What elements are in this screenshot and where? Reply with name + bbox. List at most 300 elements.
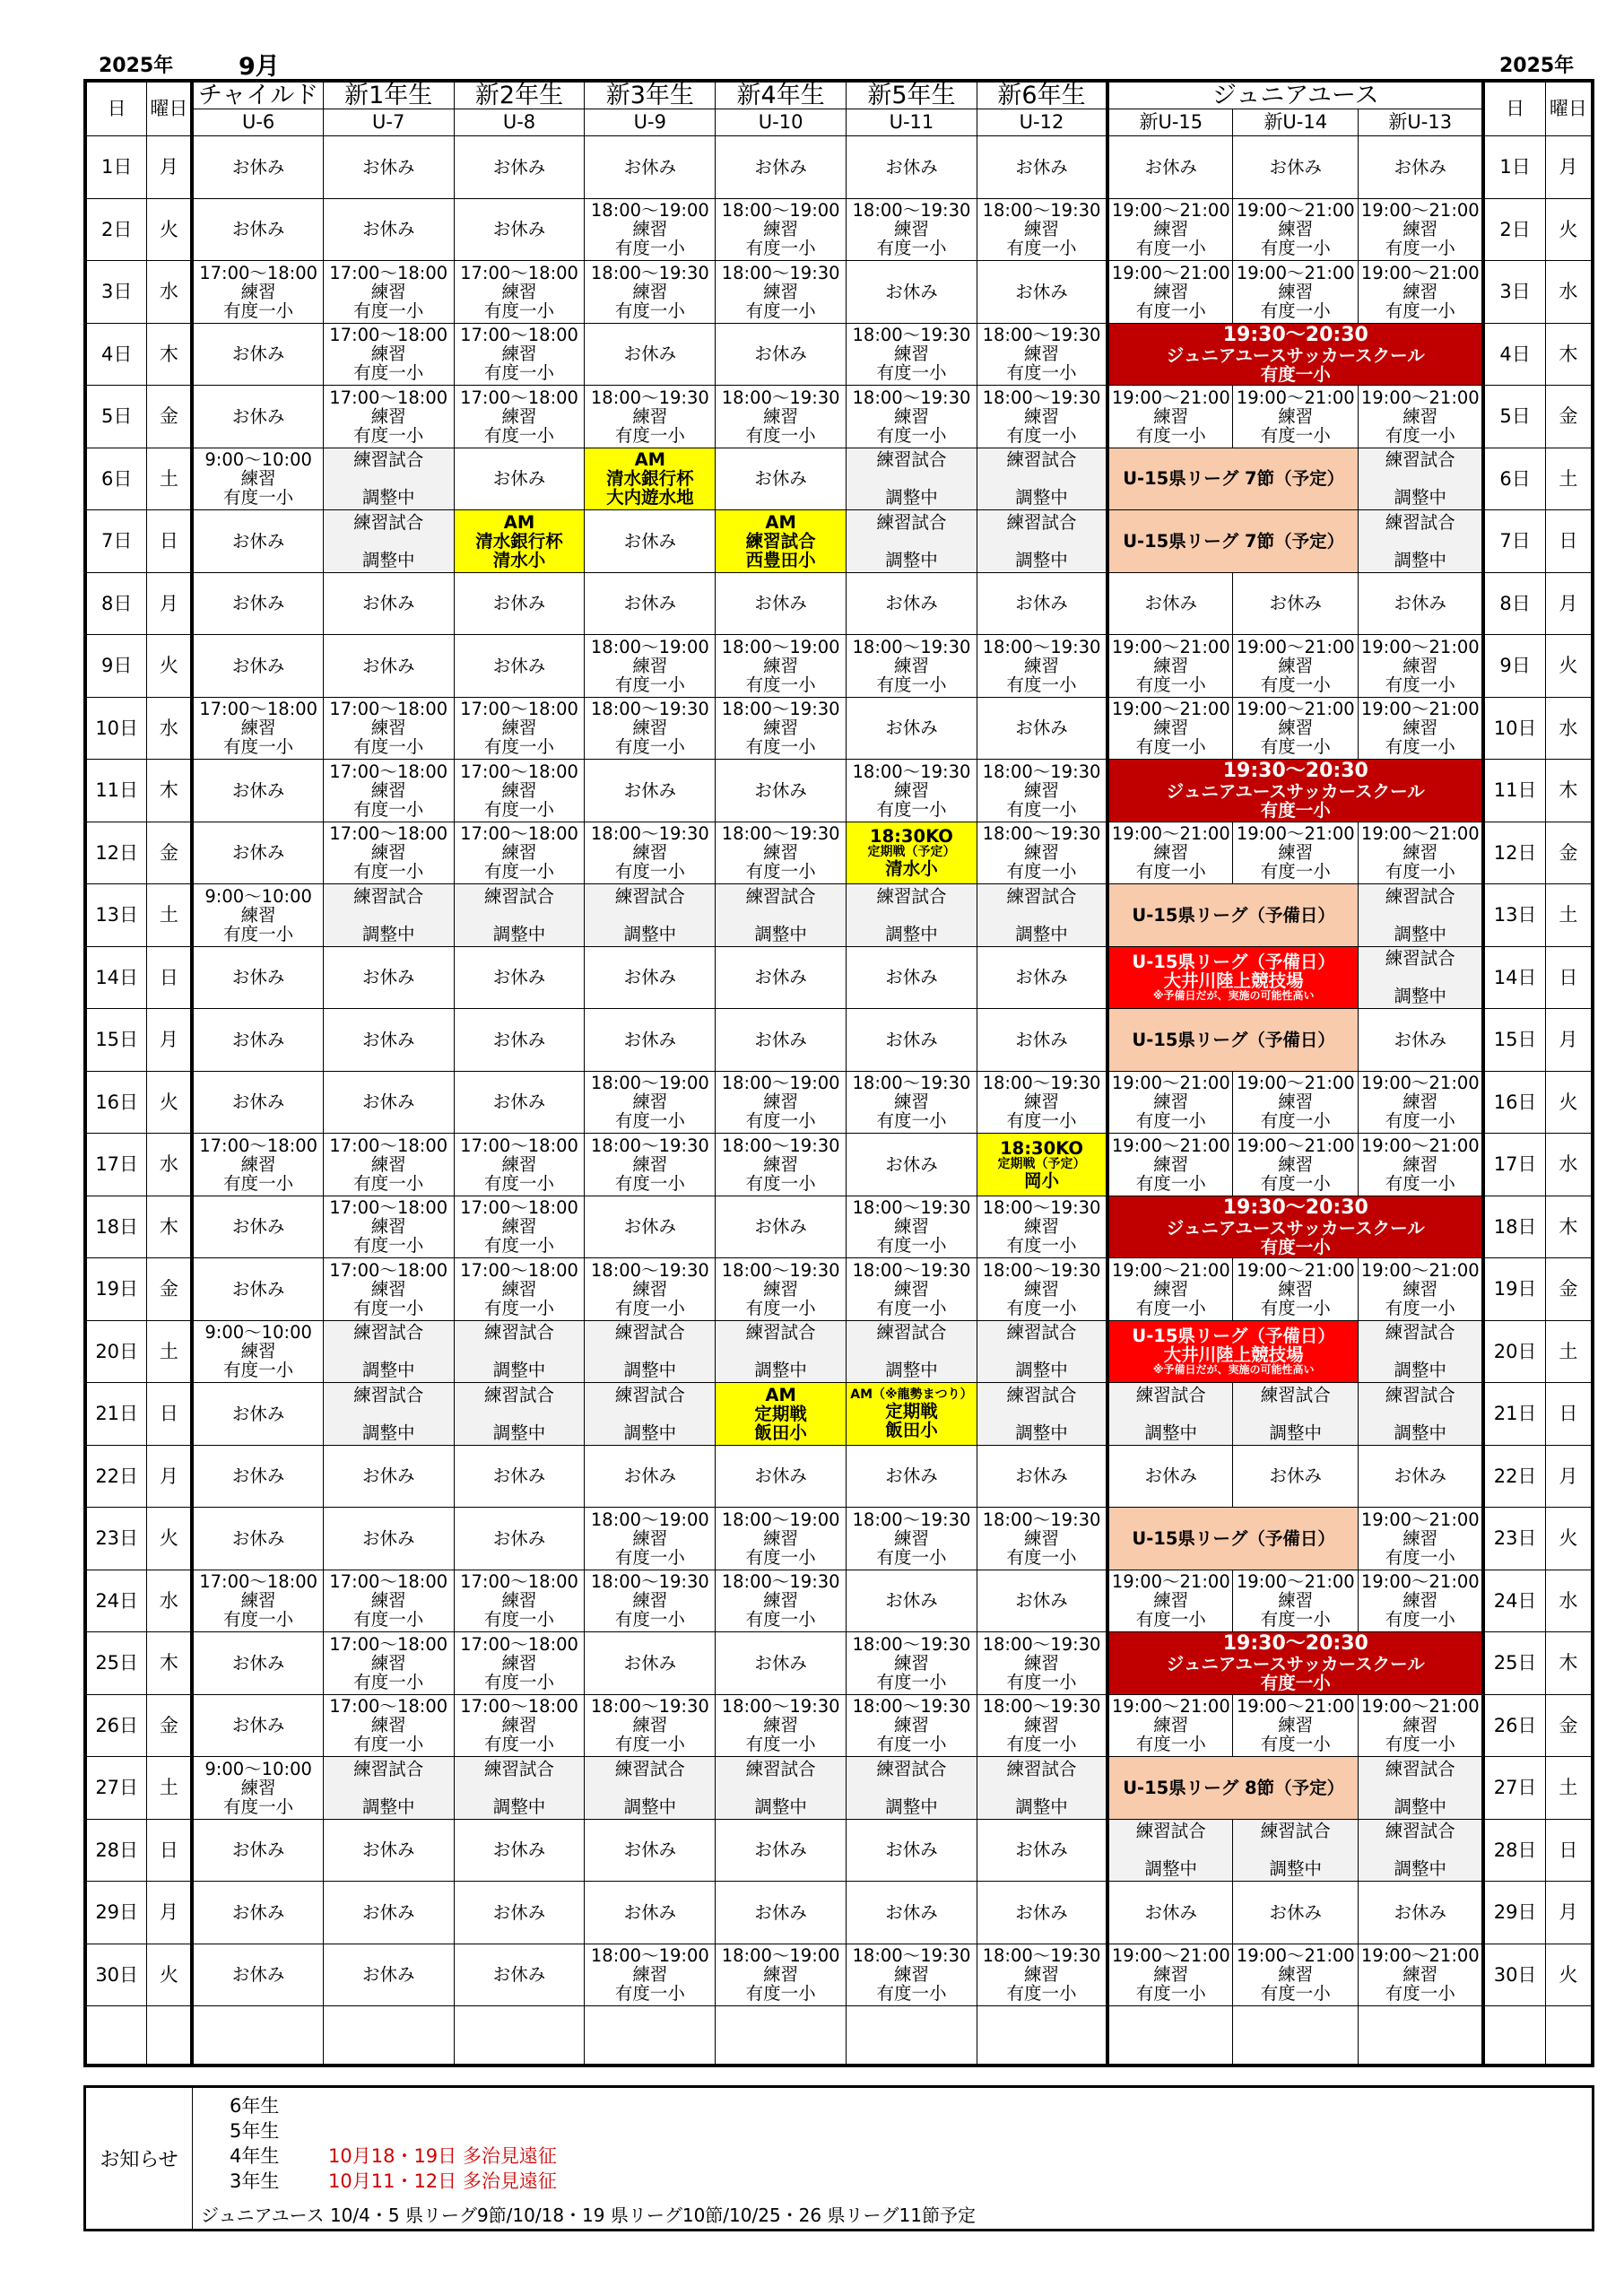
cell-line: お休み [754,1216,807,1238]
empty-cell [1545,2006,1593,2066]
cell-line: 19:00～21:00 [1360,1073,1480,1094]
cell-line: お休み [231,1839,285,1861]
cell-line: お休み [754,156,807,178]
cell-line: 有度一小 [484,1172,555,1194]
cell-line: 有度一小 [1135,1110,1206,1132]
cell-line: AM [634,449,666,471]
cell-line: 有度一小 [484,861,555,883]
weekday-cell: 火 [147,198,193,261]
schedule-cell [977,261,1107,324]
schedule-cell [323,946,454,1009]
cell-line: 有度一小 [1006,1671,1077,1692]
schedule-cell [454,1320,585,1383]
weekday-cell: 金 [147,1694,193,1757]
schedule-cell [585,1819,716,1882]
cell-line: 17:00～18:00 [460,1633,578,1655]
cell-line: 有度一小 [1385,1297,1455,1318]
cell-line: お休み [231,1652,285,1674]
cell-line: 18:00～19:30 [852,1696,971,1718]
cell-line: 19:00～21:00 [1360,823,1480,845]
schedule-cell [1359,261,1484,324]
cell-line: 有度一小 [745,1546,816,1568]
cell-line: 練習 [1278,718,1314,739]
weekday-cell: 木 [147,1196,193,1258]
schedule-cell [323,635,454,698]
cell-line: 有度一小 [1260,736,1331,758]
cell-line: 17:00～18:00 [329,699,448,720]
cell-line: 練習 [370,281,406,302]
table-row [85,1445,1593,1508]
table-row [85,946,1593,1009]
cell-line: 19:00～21:00 [1360,1509,1480,1530]
day-cell: 23日 [85,1508,147,1570]
cell-line: 練習試合 [353,511,424,533]
cell-line [847,1342,977,1361]
day-cell: 7日 [85,510,147,573]
cell-line: 有度一小 [353,861,424,883]
schedule-cell [323,1819,454,1882]
cell-line: 練習 [763,281,799,302]
table-row [85,261,1593,324]
schedule-cell [716,1694,847,1757]
schedule-cell [716,261,847,324]
schedule-cell [1233,1383,1359,1446]
cell-line: 有度一小 [353,1297,424,1318]
cell-line: 練習 [1024,1091,1060,1113]
weekday-cell: 火 [147,1508,193,1570]
schedule-cell [585,1694,716,1757]
cell-line: 18:00～19:00 [590,636,709,657]
cell-line: 調整中 [1015,549,1068,570]
cell-line: 練習 [1278,405,1314,427]
day-cell-right: 5日 [1483,386,1545,448]
schedule-cell [192,323,323,386]
schedule-cell [847,1071,977,1134]
cell-line: 西豊田小 [745,549,816,570]
day-cell-right: 20日 [1483,1320,1545,1383]
cell-line: 9:00～10:00 [204,449,312,471]
weekday-cell-right: 火 [1545,198,1593,261]
cell-line [455,906,585,925]
day-cell: 11日 [85,760,147,822]
cell-line: 練習試合 [1385,1322,1455,1344]
weekday-cell-right: 木 [1545,760,1593,822]
cell-line: 有度一小 [745,424,816,446]
cell-line: 調整中 [361,487,415,509]
cell-line: 調整中 [361,1360,415,1381]
day-cell: 16日 [85,1071,147,1134]
schedule-cell [977,1009,1107,1072]
cell-line: 調整中 [885,923,938,944]
cell-line: 有度一小 [1135,424,1206,446]
cell-line: お休み [754,779,807,801]
schedule-cell [847,1258,977,1321]
day-cell-right: 12日 [1483,822,1545,884]
cell-line: 有度一小 [484,736,555,758]
cell-line: 調整中 [1269,1422,1323,1443]
col-team-name: 新3年生 [585,81,716,109]
cell-line: 練習 [1403,1590,1438,1612]
cell-line: 有度一小 [1385,861,1455,883]
empty-row [85,2006,1593,2066]
cell-line: 練習試合 [876,1322,947,1344]
cell-line: 19:00～21:00 [1236,387,1355,408]
cell-line: 練習 [763,1153,799,1175]
cell-line: 練習試合 [876,511,947,533]
schedule-cell [1107,1570,1233,1632]
day-cell: 20日 [85,1320,147,1383]
cell-line: 17:00～18:00 [460,1197,578,1219]
day-cell: 22日 [85,1445,147,1508]
cell-line: 有度一小 [353,362,424,384]
cell-line: 有度一小 [353,424,424,446]
cell-line: 有度一小 [876,674,947,695]
table-row [85,1320,1593,1383]
cell-line: 19:00～21:00 [1360,1259,1480,1281]
cell-line: 18:00～19:30 [982,823,1101,845]
schedule-cell [192,1134,323,1196]
schedule-cell [1233,635,1359,698]
cell-line: 調整中 [1394,549,1447,570]
schedule-cell [454,1632,585,1695]
col-junior-youth: ジュニアユース [1107,81,1483,109]
cell-line: 有度一小 [353,1734,424,1755]
table-row [85,1258,1593,1321]
league-cell: U-15県リーグ（予備日） [1107,1009,1358,1072]
cell-line: 有度一小 [484,300,555,321]
cell-line: 有度一小 [876,1671,947,1692]
table-row [85,1882,1593,1944]
table-row [85,822,1593,884]
cell-line: お休み [754,593,807,614]
cell-line [977,1779,1106,1797]
cell-line: AM [765,1384,796,1405]
jy-school-cell [1107,760,1483,822]
schedule-cell [716,1383,847,1446]
weekday-cell: 土 [147,884,193,947]
cell-line: 調整中 [1015,923,1068,944]
table-row [85,323,1593,386]
cell-line: AM（※龍勢まつり） [850,1387,973,1402]
cell-line: 練習 [1153,1590,1189,1612]
cell-line: 練習 [763,1091,799,1113]
schedule-cell [585,946,716,1009]
schedule-cell [1359,1009,1484,1072]
schedule-cell [716,1445,847,1508]
cell-line: 19:00～21:00 [1236,699,1355,720]
cell-line: 練習試合 [1385,1384,1455,1405]
schedule-cell [977,1632,1107,1695]
cell-line: 17:00～18:00 [460,1259,578,1281]
cell-line: 18:00～19:30 [721,1696,840,1718]
schedule-cell [716,884,847,947]
cell-line: 有度一小 [1260,1983,1331,2005]
cell-line: 練習試合 [876,449,947,471]
cell-line: 19:00～21:00 [1111,823,1230,845]
weekday-cell: 月 [147,1009,193,1072]
schedule-cell [192,386,323,448]
cell-line: 18:00～19:30 [852,1259,971,1281]
schedule-cell [585,822,716,884]
cell-line: 練習 [893,1527,929,1549]
cell-line: 有度一小 [876,1110,947,1132]
cell-line: お休み [231,530,285,552]
cell-line: 18:00～19:30 [590,699,709,720]
cell-line: 19:00～21:00 [1111,636,1230,657]
cell-line: 有度一小 [223,1796,294,1817]
schedule-cell [1107,1445,1233,1508]
cell-line: 練習 [1153,1153,1189,1175]
cell-line: 調整中 [1394,487,1447,509]
cell-line: 有度一小 [1260,238,1331,259]
cell-line: 有度一小 [1385,238,1455,259]
cell-line: 練習試合 [876,885,947,907]
cell-line: 練習 [1024,1216,1060,1238]
schedule-cell [716,136,847,199]
schedule-cell [192,1757,323,1820]
jy-school-cell [1107,1196,1483,1258]
cell-line: 練習 [501,842,537,864]
schedule-cell [977,198,1107,261]
cell-line: 有度一小 [1260,300,1331,321]
schedule-cell [1359,198,1484,261]
weekday-cell: 火 [147,1071,193,1134]
cell-line [585,906,715,925]
cell-line: お休み [623,967,677,988]
cell-line: 19:00～21:00 [1360,1571,1480,1593]
weekday-cell: 木 [147,323,193,386]
cell-line: 有度一小 [745,1983,816,2005]
cell-line [977,1405,1106,1423]
cell-line: 有度一小 [1135,736,1206,758]
cell-line: お休み [623,530,677,552]
cell-line: 練習 [1403,655,1438,676]
cell-line: 9:00～10:00 [204,1758,312,1779]
cell-line: 練習 [1024,344,1060,365]
cell-line: 練習試合 [614,885,685,907]
cell-line [324,1779,454,1797]
schedule-cell [977,136,1107,199]
cell-line: 練習 [1153,655,1189,676]
schedule-cell [1359,946,1484,1009]
cell-line: 有度一小 [484,1235,555,1257]
cell-line: 有度一小 [1260,800,1331,822]
day-cell: 15日 [85,1009,147,1072]
cell-line: 練習 [1024,1964,1060,1986]
cell-line: 18:00～19:00 [590,200,709,222]
schedule-cell [454,1757,585,1820]
schedule-cell [454,261,585,324]
empty-cell [323,2006,454,2066]
weekday-cell: 木 [147,760,193,822]
cell-line: 練習 [1153,405,1189,427]
cell-line: 有度一小 [1385,1983,1455,2005]
cell-line: お休み [231,1278,285,1300]
cell-line: 調整中 [1394,1360,1447,1381]
schedule-cell [192,1944,323,2006]
schedule-body [85,136,1593,2066]
day-cell: 24日 [85,1570,147,1632]
cell-line: 練習 [1024,1527,1060,1549]
cell-line: 有度一小 [484,1734,555,1755]
schedule-cell [977,946,1107,1009]
cell-line: お休み [361,1964,415,1986]
col-weekday-right: 曜日 [1545,81,1593,136]
day-cell: 2日 [85,198,147,261]
schedule-cell [585,261,716,324]
cell-line: 練習 [1153,219,1189,240]
day-cell: 19日 [85,1258,147,1321]
cell-line: 練習 [1403,718,1438,739]
cell-line: お休み [231,156,285,178]
weekday-cell: 月 [147,572,193,635]
cell-line: 練習 [240,468,276,490]
cell-line: 練習試合 [1006,1758,1077,1779]
cell-line: 有度一小 [1260,363,1331,385]
cell-line: 有度一小 [1260,674,1331,695]
schedule-cell [716,1632,847,1695]
cell-line: 19:00～21:00 [1111,1945,1230,1967]
schedule-cell [1233,1258,1359,1321]
cell-line: 練習試合 [1385,449,1455,471]
cell-line: 有度一小 [1006,362,1077,384]
cell-line [847,906,977,925]
cell-line: 19:30～20:30 [1222,1632,1368,1656]
cell-line: 有度一小 [1135,1734,1206,1755]
col-team-name: 新5年生 [847,81,977,109]
cell-line: お休み [623,1029,677,1050]
cell-line: お休み [754,1901,807,1923]
schedule-cell [977,1944,1107,2006]
schedule-cell [454,198,585,261]
cell-line: 17:00～18:00 [199,1135,318,1156]
cell-line: 練習 [501,344,537,365]
cell-line: 有度一小 [223,1360,294,1381]
cell-line [716,1342,846,1361]
cell-line: 有度一小 [1135,861,1206,883]
cell-line: 有度一小 [614,1609,685,1631]
schedule-cell [585,1320,716,1383]
cell-line: 有度一小 [876,1546,947,1568]
col-day: 日 [85,81,147,136]
schedule-cell [192,1882,323,1944]
league-cell: U-15県リーグ 7節（予定） [1107,510,1358,573]
schedule-cell [323,697,454,760]
schedule-cell [323,760,454,822]
notice-line [230,2144,557,2169]
schedule-cell [192,1819,323,1882]
schedule-cell [454,884,585,947]
cell-line: 練習 [632,281,668,302]
weekday-cell: 火 [147,635,193,698]
cell-line: お休み [1394,1901,1447,1923]
cell-line: 有度一小 [614,300,685,321]
cell-line: 有度一小 [484,1297,555,1318]
cell-line: 19:00～21:00 [1111,1571,1230,1593]
schedule-cell [585,572,716,635]
schedule-cell [192,510,323,573]
cell-line: 17:00～18:00 [329,1135,448,1156]
day-cell: 29日 [85,1882,147,1944]
cell-line: 調整中 [885,549,938,570]
cell-line: 17:00～18:00 [460,761,578,782]
schedule-cell [1233,136,1359,199]
cell-line: 練習 [1024,655,1060,676]
cell-line: 17:00～18:00 [329,1197,448,1219]
schedule-cell [454,1944,585,2006]
cell-line: お休み [623,1901,677,1923]
table-row [85,697,1593,760]
cell-line: 練習 [1153,1091,1189,1113]
cell-line: 有度一小 [353,1671,424,1692]
cell-line: 18:00～19:00 [721,200,840,222]
weekday-cell: 木 [147,1632,193,1695]
cell-line: 練習 [240,1153,276,1175]
cell-line: 練習 [1278,281,1314,302]
empty-cell [847,2006,977,2066]
schedule-cell [585,136,716,199]
cell-line: 有度一小 [1006,1235,1077,1257]
cell-line: 18:00～19:30 [721,1259,840,1281]
schedule-cell [977,1757,1107,1820]
cell-line: 練習試合 [614,1758,685,1779]
cell-line: 調整中 [754,1796,807,1817]
cell-line: 練習 [1024,405,1060,427]
day-cell: 25日 [85,1632,147,1695]
cell-line: 練習 [370,779,406,801]
schedule-cell [454,448,585,510]
cell-line [1233,1840,1358,1859]
schedule-cell [192,1320,323,1383]
cell-line: 有度一小 [745,300,816,321]
cell-line: お休み [492,967,546,988]
schedule-cell [1107,635,1233,698]
cell-line: 17:00～18:00 [329,1633,448,1655]
cell-line: 18:00～19:30 [590,262,709,283]
schedule-cell [585,323,716,386]
cell-line: 有度一小 [1385,1172,1455,1194]
jy-school-cell [1107,323,1483,386]
year-right: 2025年 [1499,55,1575,77]
cell-line: お休み [231,1964,285,1986]
cell-line: 有度一小 [1260,1609,1331,1631]
cell-line: 有度一小 [1385,300,1455,321]
cell-line: お休み [1015,156,1068,178]
cell-line: お休み [885,1901,938,1923]
cell-line: 練習 [1153,1964,1189,1986]
schedule-cell [977,1320,1107,1383]
schedule-cell [847,1694,977,1757]
cell-line: ジュニアユースサッカースクール [1166,1217,1425,1239]
cell-line: 有度一小 [1260,1236,1331,1257]
cell-line: 有度一小 [876,1235,947,1257]
cell-line: 18:00～19:30 [852,387,971,408]
notice-line [230,2093,557,2118]
day-cell-right: 22日 [1483,1445,1545,1508]
schedule-cell [847,572,977,635]
cell-line: 練習 [763,1278,799,1300]
schedule-cell [192,1196,323,1258]
weekday-cell-right: 月 [1545,136,1593,199]
jy-school-cell [1107,1632,1483,1695]
league-reserve-cell [1107,1320,1358,1383]
schedule-cell [585,1757,716,1820]
cell-line: お休み [623,593,677,614]
schedule-cell [1359,448,1484,510]
cell-line: 調整中 [361,1796,415,1817]
cell-line: 練習試合 [484,1384,555,1405]
cell-line: お休み [231,842,285,864]
